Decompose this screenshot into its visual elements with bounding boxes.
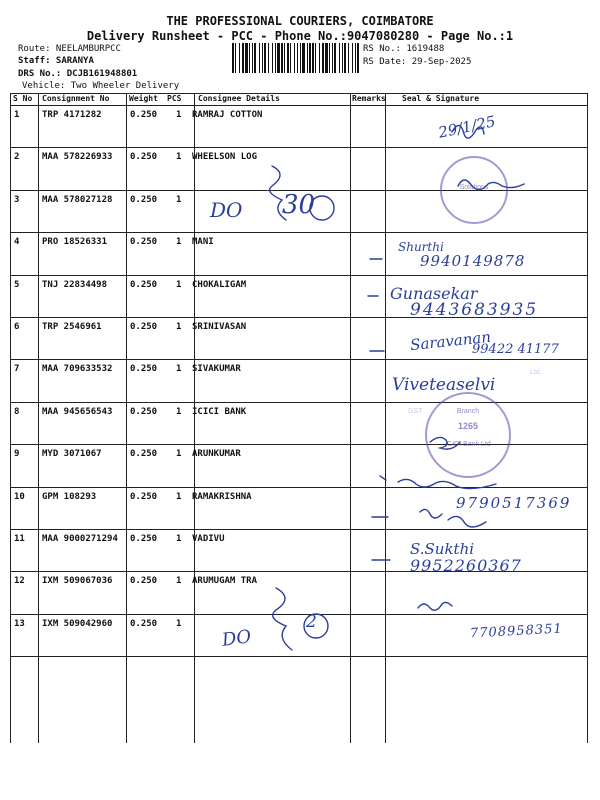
handwritten-number-13: 2 bbox=[306, 612, 317, 632]
cell-pcs: 1 bbox=[176, 152, 182, 163]
circled-number-3 bbox=[310, 196, 334, 220]
cell-sno: 12 bbox=[14, 576, 25, 587]
cell-consignee: VADIVU bbox=[192, 534, 225, 544]
cell-weight: 0.250 bbox=[130, 194, 158, 205]
cell-sno: 5 bbox=[14, 279, 20, 290]
signature-scribble-10 bbox=[420, 509, 486, 527]
signature-scribble-3 bbox=[458, 180, 524, 190]
col-header-seal-signature: Seal & Signature bbox=[402, 94, 480, 103]
signature-scribble-9 bbox=[398, 479, 496, 488]
cell-consignee: WHEELSON LOG bbox=[192, 152, 258, 163]
company-stamp: Solutions bbox=[440, 156, 508, 224]
cell-sno: 9 bbox=[14, 449, 20, 460]
cell-sno: 1 bbox=[14, 110, 20, 120]
cell-sno: 6 bbox=[14, 322, 20, 332]
cell-consignee: SRINIVASAN bbox=[192, 322, 247, 332]
cell-pcs: 1 bbox=[176, 406, 182, 417]
cell-sno: 7 bbox=[14, 364, 20, 375]
cell-consignee: RAMRAJ COTTON bbox=[192, 110, 263, 120]
cell-pcs: 1 bbox=[176, 110, 182, 120]
cell-weight: 0.250 bbox=[130, 618, 158, 629]
handwritten-phone-13: 7708958351 bbox=[469, 621, 564, 642]
cell-consignee: CHOKALIGAM bbox=[192, 279, 247, 290]
cell-consignee: ARUMUGAM TRA bbox=[192, 576, 258, 587]
cell-consignee: MANI bbox=[192, 237, 214, 248]
cell-weight: 0.250 bbox=[130, 491, 158, 502]
cell-consignee: ARUNKUMAR bbox=[192, 449, 241, 460]
cell-consignment: MAA 709633532 bbox=[42, 364, 113, 375]
cell-weight: 0.250 bbox=[130, 322, 158, 332]
cell-consignment: TNJ 22834498 bbox=[42, 279, 108, 290]
gst-rect-stamp: Ltd. GST bbox=[408, 369, 542, 415]
cell-weight: 0.250 bbox=[130, 449, 158, 460]
handwritten-name-7: Viveteaselvi bbox=[392, 375, 496, 395]
handwritten-name-11: S.Sukthi bbox=[410, 540, 475, 558]
rs-number: RS No.: 1619488 bbox=[363, 44, 445, 54]
cell-weight: 0.250 bbox=[130, 576, 158, 587]
brace-3 bbox=[270, 166, 286, 220]
rs-date: RS Date: 29-Sep-2025 bbox=[363, 57, 472, 67]
cell-weight: 0.250 bbox=[130, 237, 158, 248]
icici-bank-stamp: Branch 1265 ICICI Bank Ltd bbox=[425, 392, 511, 478]
cell-pcs: 1 bbox=[176, 618, 182, 629]
cell-pcs: 1 bbox=[176, 279, 182, 290]
handwritten-do-3: DO bbox=[210, 198, 243, 222]
cell-consignment: TRP 4171282 bbox=[42, 110, 102, 120]
cell-sno: 8 bbox=[14, 406, 20, 417]
cell-weight: 0.250 bbox=[130, 110, 158, 120]
cell-sno: 10 bbox=[14, 491, 25, 502]
cell-sno: 11 bbox=[14, 534, 25, 544]
company-title: THE PROFESSIONAL COURIERS, COIMBATORE bbox=[166, 14, 434, 28]
cell-consignee: RAMAKRISHNA bbox=[192, 491, 252, 502]
cell-pcs: 1 bbox=[176, 322, 182, 332]
col-header-sno: S No bbox=[13, 94, 33, 103]
cell-consignment: MAA 578027128 bbox=[42, 194, 113, 205]
handwritten-phone-5: 9443683935 bbox=[410, 300, 539, 320]
col-header-pcs: PCS bbox=[167, 94, 182, 103]
cell-pcs: 1 bbox=[176, 364, 182, 375]
route: Route: NEELAMBURPCC bbox=[18, 44, 121, 54]
brace-13 bbox=[273, 588, 292, 650]
cell-pcs: 1 bbox=[176, 491, 182, 502]
handwritten-name-4: Shurthi bbox=[398, 240, 444, 254]
drs-number: DRS No.: DCJB161948801 bbox=[18, 69, 138, 79]
cell-pcs: 1 bbox=[176, 449, 182, 460]
cell-weight: 0.250 bbox=[130, 279, 158, 290]
col-header-weight: Weight bbox=[129, 94, 158, 103]
handwritten-name-5: Gunasekar bbox=[390, 284, 478, 303]
cell-consignment: GPM 108293 bbox=[42, 491, 97, 502]
handwritten-date: 29/1/25 bbox=[436, 112, 498, 142]
cell-pcs: 1 bbox=[176, 534, 182, 544]
cell-pcs: 1 bbox=[176, 576, 182, 587]
signature-scribble-13 bbox=[418, 602, 452, 610]
cell-consignment: TRP 2546961 bbox=[42, 322, 102, 332]
cell-consignment: PRO 18526331 bbox=[42, 237, 108, 248]
vehicle: Vehicle: Two Wheeler Delivery bbox=[22, 81, 180, 91]
cell-consignment: MAA 945656543 bbox=[42, 406, 113, 417]
tick-9 bbox=[380, 476, 386, 480]
cell-pcs: 1 bbox=[176, 237, 182, 248]
handwritten-phone-6: 99422 41177 bbox=[472, 342, 559, 357]
col-header-consignee: Consignee Details bbox=[198, 94, 280, 103]
cell-sno: 2 bbox=[14, 152, 20, 163]
signature-scribble-1 bbox=[452, 125, 484, 138]
cell-sno: 3 bbox=[14, 194, 20, 205]
cell-weight: 0.250 bbox=[130, 534, 158, 544]
handwritten-phone-11: 9952260367 bbox=[410, 556, 522, 575]
cell-consignment: IXM 509042960 bbox=[42, 618, 113, 629]
cell-weight: 0.250 bbox=[130, 364, 158, 375]
col-header-consignment: Consignment No bbox=[42, 94, 110, 103]
cell-consignment: MYD 3071067 bbox=[42, 449, 102, 460]
cell-weight: 0.250 bbox=[130, 152, 158, 163]
cell-sno: 4 bbox=[14, 237, 20, 248]
circled-number-13 bbox=[304, 614, 328, 638]
cell-weight: 0.250 bbox=[130, 406, 158, 417]
cell-consignment: IXM 509067036 bbox=[42, 576, 113, 587]
cell-consignment: MAA 9000271294 bbox=[42, 534, 118, 544]
signature-scribble-8 bbox=[430, 437, 460, 449]
cell-consignee: SIVAKUMAR bbox=[192, 364, 241, 375]
cell-consignee: ICICI BANK bbox=[192, 406, 247, 417]
handwritten-number-3: 30 bbox=[282, 190, 316, 220]
cell-pcs: 1 bbox=[176, 194, 182, 205]
runsheet-subtitle: Delivery Runsheet - PCC - Phone No.:9047080280 - Page No.:1 bbox=[86, 29, 514, 43]
handwritten-name-6: Saravanan bbox=[409, 327, 492, 355]
cell-consignment: MAA 578226933 bbox=[42, 152, 113, 163]
handwritten-phone-10: 9790517369 bbox=[456, 494, 572, 512]
handwritten-do-13: DO bbox=[220, 626, 253, 651]
staff: Staff: SARANYA bbox=[18, 56, 94, 66]
handwritten-phone-4: 9940149878 bbox=[420, 252, 526, 270]
col-header-remarks: Remarks bbox=[352, 94, 386, 103]
cell-sno: 13 bbox=[14, 618, 25, 629]
